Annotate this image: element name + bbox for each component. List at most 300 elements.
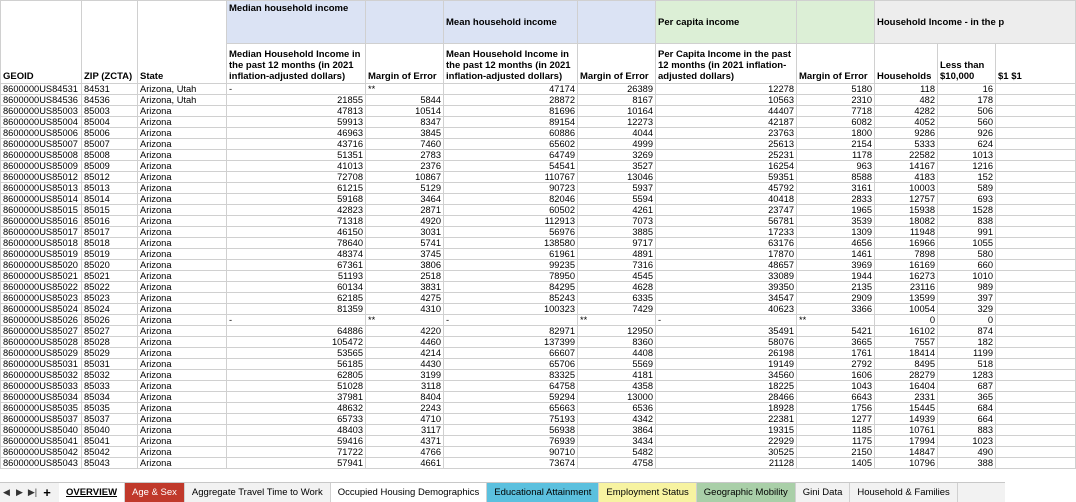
table-cell[interactable]: 8600000US85020	[1, 260, 82, 271]
table-cell[interactable]: 1528	[938, 205, 996, 216]
table-cell[interactable]: 3366	[797, 304, 875, 315]
table-cell[interactable]: Arizona	[138, 293, 227, 304]
table-cell[interactable]: 59913	[227, 117, 366, 128]
table-cell[interactable]: 4358	[578, 381, 656, 392]
table-cell[interactable]: 84531	[82, 84, 138, 95]
table-cell[interactable]: 8600000US85017	[1, 227, 82, 238]
table-cell[interactable]: Arizona	[138, 370, 227, 381]
table-cell[interactable]: 8600000US85029	[1, 348, 82, 359]
table-cell[interactable]: 8360	[578, 337, 656, 348]
table-cell[interactable]: Arizona	[138, 150, 227, 161]
table-cell[interactable]: 963	[797, 161, 875, 172]
table-cell[interactable]: 3885	[578, 227, 656, 238]
table-cell[interactable]: Arizona	[138, 315, 227, 326]
table-cell[interactable]: 5180	[797, 84, 875, 95]
table-cell[interactable]: 26389	[578, 84, 656, 95]
table-cell[interactable]: 10514	[366, 106, 444, 117]
header-less-than-10000[interactable]: Less than $10,000	[938, 44, 996, 84]
table-cell[interactable]: 73674	[444, 458, 578, 469]
table-cell[interactable]: 2833	[797, 194, 875, 205]
table-cell[interactable]	[996, 260, 1076, 271]
table-cell[interactable]	[996, 337, 1076, 348]
table-cell[interactable]: 7718	[797, 106, 875, 117]
table-cell[interactable]: 13000	[578, 392, 656, 403]
table-cell[interactable]: Arizona	[138, 348, 227, 359]
table-cell[interactable]: 3118	[366, 381, 444, 392]
table-cell[interactable]: 2518	[366, 271, 444, 282]
prev-sheet-icon[interactable]: ◀	[3, 487, 10, 497]
table-cell[interactable]	[996, 304, 1076, 315]
table-cell[interactable]: 34547	[656, 293, 797, 304]
tab-educational-attainment[interactable]: Educational Attainment	[487, 483, 599, 502]
table-cell[interactable]: 883	[938, 425, 996, 436]
table-cell[interactable]: 62185	[227, 293, 366, 304]
table-cell[interactable]: 59351	[656, 172, 797, 183]
table-cell[interactable]: 61215	[227, 183, 366, 194]
table-cell[interactable]: 100323	[444, 304, 578, 315]
table-cell[interactable]: 85033	[82, 381, 138, 392]
table-cell[interactable]: Arizona	[138, 128, 227, 139]
table-cell[interactable]: 59416	[227, 436, 366, 447]
table-cell[interactable]: 388	[938, 458, 996, 469]
table-cell[interactable]: 8600000US85040	[1, 425, 82, 436]
table-cell[interactable]: 9717	[578, 238, 656, 249]
table-cell[interactable]	[996, 348, 1076, 359]
table-cell[interactable]: 16404	[875, 381, 938, 392]
table-cell[interactable]: 1944	[797, 271, 875, 282]
table-cell[interactable]: 1216	[938, 161, 996, 172]
table-cell[interactable]: 5421	[797, 326, 875, 337]
table-cell[interactable]: 518	[938, 359, 996, 370]
table-cell[interactable]	[996, 106, 1076, 117]
table-cell[interactable]: 15938	[875, 205, 938, 216]
table-cell[interactable]	[996, 117, 1076, 128]
table-cell[interactable]: 13046	[578, 172, 656, 183]
table-cell[interactable]: **	[366, 84, 444, 95]
table-cell[interactable]	[996, 326, 1076, 337]
table-cell[interactable]: 16169	[875, 260, 938, 271]
table-cell[interactable]: 62805	[227, 370, 366, 381]
table-cell[interactable]: 580	[938, 249, 996, 260]
table-cell[interactable]: 329	[938, 304, 996, 315]
table-cell[interactable]: -	[227, 84, 366, 95]
table-cell[interactable]: 8600000US85018	[1, 238, 82, 249]
table-cell[interactable]: 3745	[366, 249, 444, 260]
table-cell[interactable]: 1199	[938, 348, 996, 359]
table-cell[interactable]: 3269	[578, 150, 656, 161]
table-cell[interactable]: 4342	[578, 414, 656, 425]
table-cell[interactable]	[996, 95, 1076, 106]
table-cell[interactable]: 4891	[578, 249, 656, 260]
table-cell[interactable]: 56781	[656, 216, 797, 227]
table-cell[interactable]: 10054	[875, 304, 938, 315]
table-cell[interactable]: 60502	[444, 205, 578, 216]
table-cell[interactable]: 85016	[82, 216, 138, 227]
table-cell[interactable]: Arizona, Utah	[138, 84, 227, 95]
table-cell[interactable]: 152	[938, 172, 996, 183]
header-median-income[interactable]: Median Household Income in the past 12 months (in 2021 inflation-adjusted dollars)	[227, 44, 366, 84]
table-cell[interactable]: Arizona	[138, 447, 227, 458]
group-percap-blank[interactable]	[797, 1, 875, 44]
table-cell[interactable]: 4545	[578, 271, 656, 282]
table-cell[interactable]: 56938	[444, 425, 578, 436]
table-cell[interactable]: 8600000US85035	[1, 403, 82, 414]
table-cell[interactable]: 7073	[578, 216, 656, 227]
table-cell[interactable]: 1309	[797, 227, 875, 238]
table-cell[interactable]: 8600000US85026	[1, 315, 82, 326]
table-cell[interactable]: 2331	[875, 392, 938, 403]
table-cell[interactable]: 85027	[82, 326, 138, 337]
table-cell[interactable]: 4999	[578, 139, 656, 150]
table-cell[interactable]: 67361	[227, 260, 366, 271]
table-cell[interactable]	[996, 216, 1076, 227]
table-cell[interactable]: Arizona	[138, 238, 227, 249]
table-cell[interactable]: 51351	[227, 150, 366, 161]
table-cell[interactable]: Arizona	[138, 172, 227, 183]
table-cell[interactable]	[996, 359, 1076, 370]
table-cell[interactable]: 71318	[227, 216, 366, 227]
table-cell[interactable]: 85031	[82, 359, 138, 370]
table-cell[interactable]: -	[227, 315, 366, 326]
table-cell[interactable]: 9286	[875, 128, 938, 139]
table-cell[interactable]: 2792	[797, 359, 875, 370]
table-cell[interactable]: 8404	[366, 392, 444, 403]
header-next-bracket[interactable]: $1 $1	[996, 44, 1076, 84]
table-cell[interactable]: 12757	[875, 194, 938, 205]
table-cell[interactable]: Arizona	[138, 271, 227, 282]
table-cell[interactable]: 664	[938, 414, 996, 425]
table-cell[interactable]: Arizona	[138, 403, 227, 414]
table-cell[interactable]: 991	[938, 227, 996, 238]
table-cell[interactable]	[996, 172, 1076, 183]
table-cell[interactable]: 25231	[656, 150, 797, 161]
table-cell[interactable]: 5594	[578, 194, 656, 205]
table-cell[interactable]: 2376	[366, 161, 444, 172]
table-cell[interactable]: 137399	[444, 337, 578, 348]
table-cell[interactable]: 8600000US85007	[1, 139, 82, 150]
table-cell[interactable]: 63176	[656, 238, 797, 249]
table-cell[interactable]: 85023	[82, 293, 138, 304]
table-cell[interactable]: 1175	[797, 436, 875, 447]
table-cell[interactable]: 19149	[656, 359, 797, 370]
table-cell[interactable]: 81696	[444, 106, 578, 117]
table-cell[interactable]: 3199	[366, 370, 444, 381]
table-cell[interactable]: 85243	[444, 293, 578, 304]
table-cell[interactable]: 85012	[82, 172, 138, 183]
table-cell[interactable]: 118	[875, 84, 938, 95]
table-cell[interactable]: 8600000US85041	[1, 436, 82, 447]
table-cell[interactable]: 45792	[656, 183, 797, 194]
table-cell[interactable]: 8600000US85043	[1, 458, 82, 469]
table-cell[interactable]: 42187	[656, 117, 797, 128]
table-cell[interactable]	[996, 271, 1076, 282]
table-cell[interactable]	[996, 425, 1076, 436]
table-cell[interactable]: 3845	[366, 128, 444, 139]
tab-aggregate-travel-time-to-work[interactable]: Aggregate Travel Time to Work	[185, 483, 331, 502]
table-cell[interactable]: 85004	[82, 117, 138, 128]
table-cell[interactable]: 17870	[656, 249, 797, 260]
table-cell[interactable]: 48374	[227, 249, 366, 260]
table-cell[interactable]: 65602	[444, 139, 578, 150]
table-cell[interactable]: 18082	[875, 216, 938, 227]
table-cell[interactable]: 2909	[797, 293, 875, 304]
table-cell[interactable]: 3864	[578, 425, 656, 436]
table-cell[interactable]: -	[444, 315, 578, 326]
table-cell[interactable]: 4261	[578, 205, 656, 216]
table-cell[interactable]: 85034	[82, 392, 138, 403]
table-cell[interactable]: 85015	[82, 205, 138, 216]
table-cell[interactable]: 4044	[578, 128, 656, 139]
table-cell[interactable]	[996, 315, 1076, 326]
table-cell[interactable]: 8600000US85019	[1, 249, 82, 260]
table-cell[interactable]: 60886	[444, 128, 578, 139]
table-cell[interactable]: 83325	[444, 370, 578, 381]
table-cell[interactable]: 7316	[578, 260, 656, 271]
table-cell[interactable]: 0	[938, 315, 996, 326]
table-cell[interactable]	[996, 436, 1076, 447]
header-households[interactable]: Households	[875, 44, 938, 84]
table-cell[interactable]: 60134	[227, 282, 366, 293]
table-cell[interactable]: 85042	[82, 447, 138, 458]
table-cell[interactable]: 12273	[578, 117, 656, 128]
table-cell[interactable]: 8600000US84531	[1, 84, 82, 95]
tab-employment-status[interactable]: Employment Status	[599, 483, 696, 502]
table-cell[interactable]: 687	[938, 381, 996, 392]
table-cell[interactable]: 85021	[82, 271, 138, 282]
table-cell[interactable]: 8600000US85033	[1, 381, 82, 392]
table-cell[interactable]: 85043	[82, 458, 138, 469]
table-cell[interactable]: 85026	[82, 315, 138, 326]
table-cell[interactable]: Arizona	[138, 414, 227, 425]
table-cell[interactable]: 58076	[656, 337, 797, 348]
table-cell[interactable]: 34560	[656, 370, 797, 381]
table-cell[interactable]: 76939	[444, 436, 578, 447]
table-cell[interactable]: 8600000US85032	[1, 370, 82, 381]
table-cell[interactable]: 5741	[366, 238, 444, 249]
table-cell[interactable]: 112913	[444, 216, 578, 227]
table-cell[interactable]: 16273	[875, 271, 938, 282]
table-cell[interactable]: 2154	[797, 139, 875, 150]
table-cell[interactable]: 1606	[797, 370, 875, 381]
table-cell[interactable]: 48632	[227, 403, 366, 414]
table-cell[interactable]: 1405	[797, 458, 875, 469]
table-cell[interactable]: 7429	[578, 304, 656, 315]
table-cell[interactable]	[996, 161, 1076, 172]
tab-gini-data[interactable]: Gini Data	[796, 483, 851, 502]
table-cell[interactable]: 1185	[797, 425, 875, 436]
table-cell[interactable]: 85019	[82, 249, 138, 260]
table-cell[interactable]: 37981	[227, 392, 366, 403]
table-cell[interactable]: 51028	[227, 381, 366, 392]
table-cell[interactable]: 57941	[227, 458, 366, 469]
table-cell[interactable]: 8600000US85003	[1, 106, 82, 117]
table-cell[interactable]: Arizona	[138, 436, 227, 447]
table-cell[interactable]: 17233	[656, 227, 797, 238]
table-cell[interactable]: 365	[938, 392, 996, 403]
table-cell[interactable]: 1023	[938, 436, 996, 447]
table-cell[interactable]: 90723	[444, 183, 578, 194]
table-cell[interactable]: 8600000US85004	[1, 117, 82, 128]
table-cell[interactable]: 4460	[366, 337, 444, 348]
table-cell[interactable]: 1178	[797, 150, 875, 161]
table-cell[interactable]: 85017	[82, 227, 138, 238]
table-cell[interactable]: 44407	[656, 106, 797, 117]
table-cell[interactable]: 40623	[656, 304, 797, 315]
table-cell[interactable]: 3831	[366, 282, 444, 293]
table-cell[interactable]: 85024	[82, 304, 138, 315]
table-cell[interactable]: 4656	[797, 238, 875, 249]
table-cell[interactable]: 65733	[227, 414, 366, 425]
table-cell[interactable]: 72708	[227, 172, 366, 183]
table-cell[interactable]: 6335	[578, 293, 656, 304]
table-cell[interactable]: 660	[938, 260, 996, 271]
table-cell[interactable]: 8600000US85031	[1, 359, 82, 370]
table-cell[interactable]: 560	[938, 117, 996, 128]
table-cell[interactable]	[996, 205, 1076, 216]
table-cell[interactable]: 85029	[82, 348, 138, 359]
table-cell[interactable]: 926	[938, 128, 996, 139]
table-cell[interactable]: 1965	[797, 205, 875, 216]
group-per-capita-income[interactable]: Per capita income	[656, 1, 797, 44]
tab-occupied-housing-demographics[interactable]: Occupied Housing Demographics	[331, 483, 488, 502]
table-cell[interactable]: 589	[938, 183, 996, 194]
table-cell[interactable]: 693	[938, 194, 996, 205]
table-cell[interactable]	[996, 128, 1076, 139]
table-cell[interactable]: 65663	[444, 403, 578, 414]
table-cell[interactable]: 85013	[82, 183, 138, 194]
table-cell[interactable]: 85007	[82, 139, 138, 150]
table-cell[interactable]	[996, 150, 1076, 161]
table-cell[interactable]: Arizona	[138, 117, 227, 128]
table-cell[interactable]: Arizona	[138, 425, 227, 436]
table-cell[interactable]: 482	[875, 95, 938, 106]
table-cell[interactable]: 85006	[82, 128, 138, 139]
table-cell[interactable]: 16	[938, 84, 996, 95]
table-cell[interactable]: 0	[875, 315, 938, 326]
table-cell[interactable]: 82971	[444, 326, 578, 337]
table-cell[interactable]: 138580	[444, 238, 578, 249]
table-cell[interactable]: 23763	[656, 128, 797, 139]
table-cell[interactable]: 26198	[656, 348, 797, 359]
header-median-moe[interactable]: Margin of Error	[366, 44, 444, 84]
table-cell[interactable]: Arizona	[138, 249, 227, 260]
table-cell[interactable]: 81359	[227, 304, 366, 315]
table-cell[interactable]: Arizona	[138, 381, 227, 392]
table-cell[interactable]: 66607	[444, 348, 578, 359]
table-cell[interactable]: 3527	[578, 161, 656, 172]
table-cell[interactable]: 8600000US85006	[1, 128, 82, 139]
table-cell[interactable]: 8600000US85042	[1, 447, 82, 458]
table-cell[interactable]: 3969	[797, 260, 875, 271]
table-cell[interactable]	[996, 227, 1076, 238]
table-cell[interactable]	[996, 84, 1076, 95]
header-mean-moe[interactable]: Margin of Error	[578, 44, 656, 84]
table-cell[interactable]: 4310	[366, 304, 444, 315]
table-cell[interactable]: 21855	[227, 95, 366, 106]
table-cell[interactable]: 8588	[797, 172, 875, 183]
table-cell[interactable]	[996, 370, 1076, 381]
table-cell[interactable]: 18225	[656, 381, 797, 392]
table-cell[interactable]: 1013	[938, 150, 996, 161]
table-cell[interactable]: 8167	[578, 95, 656, 106]
table-cell[interactable]: 182	[938, 337, 996, 348]
table-cell[interactable]: 48657	[656, 260, 797, 271]
table-cell[interactable]: 75193	[444, 414, 578, 425]
table-cell[interactable]: 21128	[656, 458, 797, 469]
table-cell[interactable]	[996, 458, 1076, 469]
table-cell[interactable]: 4052	[875, 117, 938, 128]
table-cell[interactable]: **	[797, 315, 875, 326]
table-cell[interactable]: 8600000US85023	[1, 293, 82, 304]
table-cell[interactable]: 4408	[578, 348, 656, 359]
table-cell[interactable]: 85020	[82, 260, 138, 271]
table-cell[interactable]: 989	[938, 282, 996, 293]
table-cell[interactable]: 8600000US85034	[1, 392, 82, 403]
table-cell[interactable]: 33089	[656, 271, 797, 282]
table-cell[interactable]: 14847	[875, 447, 938, 458]
table-cell[interactable]: 64886	[227, 326, 366, 337]
table-cell[interactable]: 624	[938, 139, 996, 150]
table-cell[interactable]: 4628	[578, 282, 656, 293]
table-cell[interactable]: 5844	[366, 95, 444, 106]
table-cell[interactable]: 25613	[656, 139, 797, 150]
group-household-income[interactable]: Household Income - in the p	[875, 1, 1076, 44]
tab-geographic-mobility[interactable]: Geographic Mobility	[697, 483, 796, 502]
table-cell[interactable]: 8347	[366, 117, 444, 128]
table-cell[interactable]: 85032	[82, 370, 138, 381]
table-cell[interactable]: 4275	[366, 293, 444, 304]
table-cell[interactable]: 16254	[656, 161, 797, 172]
table-cell[interactable]: 874	[938, 326, 996, 337]
table-cell[interactable]: Arizona, Utah	[138, 95, 227, 106]
table-cell[interactable]: Arizona	[138, 337, 227, 348]
table-cell[interactable]: 8600000US85015	[1, 205, 82, 216]
table-cell[interactable]: 43716	[227, 139, 366, 150]
table-cell[interactable]: 1010	[938, 271, 996, 282]
table-cell[interactable]: 8600000US85009	[1, 161, 82, 172]
table-cell[interactable]	[996, 414, 1076, 425]
table-cell[interactable]: 13599	[875, 293, 938, 304]
table-cell[interactable]: 35491	[656, 326, 797, 337]
table-cell[interactable]: 61961	[444, 249, 578, 260]
table-cell[interactable]: 3464	[366, 194, 444, 205]
table-cell[interactable]: 59168	[227, 194, 366, 205]
table-cell[interactable]: 3539	[797, 216, 875, 227]
table-cell[interactable]	[996, 392, 1076, 403]
table-cell[interactable]: 8600000US85016	[1, 216, 82, 227]
table-cell[interactable]: 4661	[366, 458, 444, 469]
table-cell[interactable]: 8600000US85012	[1, 172, 82, 183]
tab-household-families[interactable]: Household & Families	[850, 483, 957, 502]
table-cell[interactable]: 4183	[875, 172, 938, 183]
table-cell[interactable]: 8600000US84536	[1, 95, 82, 106]
table-cell[interactable]: 85035	[82, 403, 138, 414]
table-cell[interactable]: 22582	[875, 150, 938, 161]
table-cell[interactable]: 490	[938, 447, 996, 458]
table-cell[interactable]: 85014	[82, 194, 138, 205]
table-cell[interactable]: 1800	[797, 128, 875, 139]
table-cell[interactable]: Arizona	[138, 326, 227, 337]
table-cell[interactable]: 4282	[875, 106, 938, 117]
table-cell[interactable]: 16102	[875, 326, 938, 337]
table-cell[interactable]: 11948	[875, 227, 938, 238]
table-cell[interactable]: 178	[938, 95, 996, 106]
table-cell[interactable]: 14939	[875, 414, 938, 425]
table-cell[interactable]: 71722	[227, 447, 366, 458]
table-cell[interactable]: 6643	[797, 392, 875, 403]
table-cell[interactable]: 19315	[656, 425, 797, 436]
group-median-blank[interactable]	[366, 1, 444, 44]
